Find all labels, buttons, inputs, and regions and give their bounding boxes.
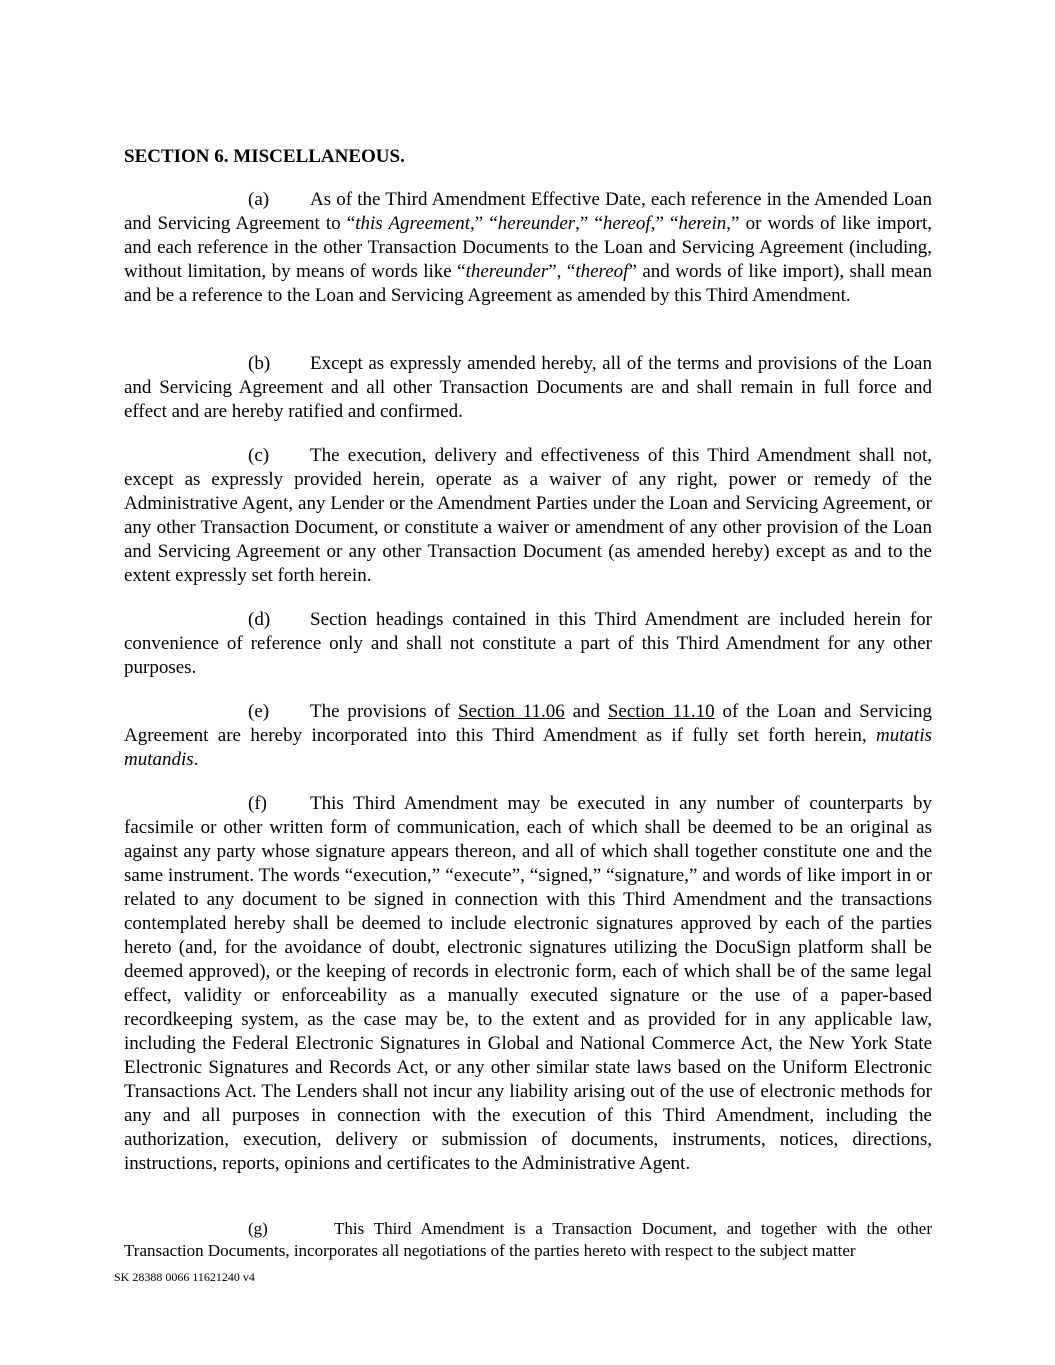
section-reference: Section 11.10 — [607, 701, 715, 722]
paragraph-label: (d) — [248, 609, 271, 630]
paragraph-c: (c) The execution, delivery and effectiveness of this Third Amendment shall not, except as expressly provided herein, operate as a waiver of any right, power or remedy of the Administrative Agent, any Lender or the Amendment Parties under the Loan and Servicing Agreement, or any other Transaction Document, or constitute a waiver or amendment of any other provision of the Loan and Servicing Agreement or any other Transaction Document (as amended hereby) except as and to the extent expressly set forth herein. — [124, 445, 932, 586]
paragraph-label: (g) — [248, 1219, 268, 1238]
paragraph-label: (e) — [248, 701, 270, 722]
paragraph-f: (f) This Third Amendment may be executed in any number of counterparts by facsimile or other written form of communication, each of which shall be deemed to be an original as against any party whose signature appears thereon, and all of which shall together constitute one and the same instrument. The words “execution,” “execute”, “signed,” “signature,” and words of like import in or related to any document to be signed in connection with this Third Amendment and the transactions contemplated hereby shall be deemed to include electronic signatures approved by each of the parties hereto (and, for the avoidance of doubt, electronic signatures utilizing the DocuSign platform shall be deemed approved), or the keeping of records in electronic form, each of which shall be of the same legal effect, validity or enforceability as a manually executed signature or the use of a paper-based recordkeeping system, as the case may be, to the extent and as provided for in any applicable law, including the Federal Electronic Signatures in Global and National Commerce Act, the New York State Electronic Signatures and Records Act, or any other similar state laws based on the Uniform Electronic Transactions Act. The Lenders shall not incur any liability arising out of the use of electronic methods for any and all purposes in connection with the execution of this Third Amendment, including the authorization, execution, delivery or submission of documents, instruments, notices, directions, instructions, reports, opinions and certificates to the Administrative Agent. — [124, 793, 932, 1174]
document-id-footer: SK 28388 0066 11621240 v4 — [114, 1270, 255, 1284]
section-reference: Section 11.06 — [457, 701, 565, 722]
paragraph-label: (a) — [248, 189, 270, 210]
paragraph-e: (e) The provisions of Section 11.06 and Section 11.10 of the Loan and Servicing Agreement are hereby incorporated into this Third Amendment as if fully set forth herein, mutatis mutandis. — [124, 701, 932, 770]
paragraph-label: (f) — [248, 793, 267, 814]
section-heading: SECTION 6. MISCELLANEOUS. — [124, 146, 405, 167]
paragraph-d: (d) Section headings contained in this Third Amendment are included herein for convenience of reference only and shall not constitute a part of this Third Amendment for any other purposes. — [124, 609, 932, 678]
paragraph-label: (c) — [248, 445, 270, 466]
paragraph-a: (a) As of the Third Amendment Effective Date, each reference in the Amended Loan and Servicing Agreement to “this Agreement,” “hereunder,” “hereof,” “herein,” or words of like import, and each reference in the other Transaction Documents to the Loan and Servicing Agreement (including, without limitation, by means of words like “thereunder”, “thereof” and words of like import), shall mean and be a reference to the Loan and Servicing Agreement as amended by this Third Amendment. — [124, 189, 932, 306]
paragraph-g: (g) This Third Amendment is a Transaction Document, and together with the other Transaction Documents, incorporates all negotiations of the parties hereto with respect to the subject matter — [124, 1219, 932, 1260]
paragraph-label: (b) — [248, 353, 271, 374]
paragraph-b: (b) Except as expressly amended hereby, all of the terms and provisions of the Loan and Servicing Agreement and all other Transaction Documents are and shall remain in full force and effect and are hereby ratified and confirmed. — [124, 353, 932, 422]
